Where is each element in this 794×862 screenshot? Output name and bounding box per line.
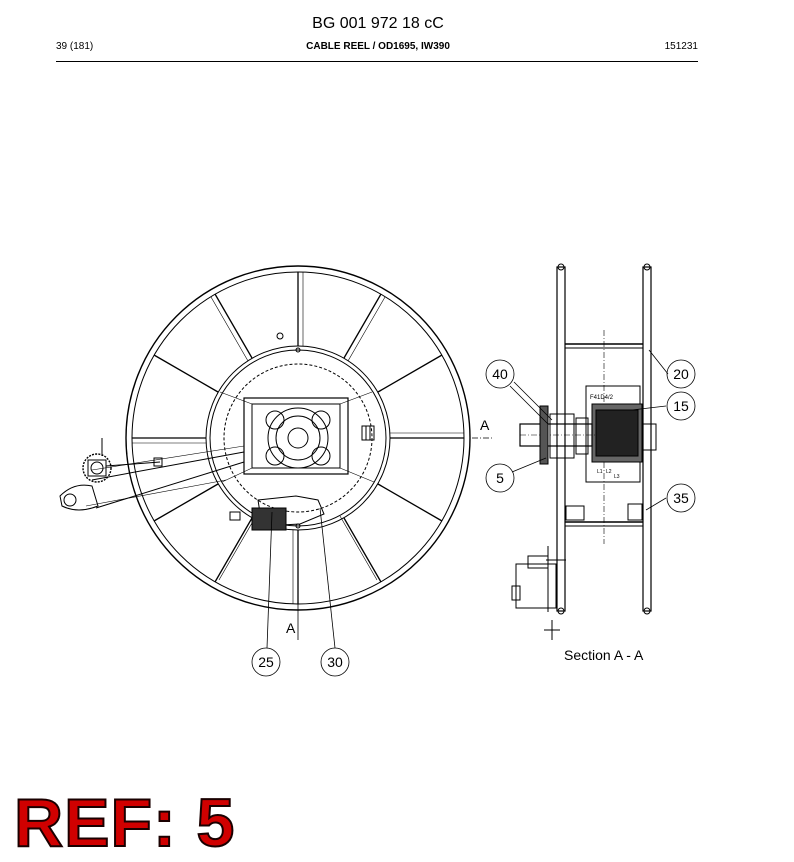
callout-5-label: 5 (496, 470, 504, 486)
callout-15-label: 15 (673, 398, 689, 414)
panel-label-l3: L3 (614, 474, 620, 480)
callout-40-label: 40 (492, 366, 508, 382)
callout-25-label: 25 (258, 654, 274, 670)
document-title: BG 001 972 18 cC (312, 15, 444, 32)
panel-label-f41: F41D4/2 (590, 395, 614, 401)
document-code: 151231 (664, 41, 698, 52)
panel-label-l2: L2 (606, 469, 612, 475)
callout-20-label: 20 (673, 366, 689, 382)
panel-label-l1: L1 (597, 469, 603, 475)
reel-section-view (512, 264, 656, 640)
page-number: 39 (181) (56, 41, 94, 52)
section-marker-bottom: A (286, 620, 296, 636)
document-subject: CABLE REEL / OD1695, IW390 (306, 41, 450, 52)
section-caption: Section A - A (564, 647, 644, 663)
reference-label: REF: 5 (14, 785, 236, 861)
section-marker-right: A (480, 417, 490, 433)
callout-30-label: 30 (327, 654, 343, 670)
callouts (252, 350, 695, 676)
reel-front-view (60, 266, 470, 610)
callout-35-label: 35 (673, 490, 689, 506)
